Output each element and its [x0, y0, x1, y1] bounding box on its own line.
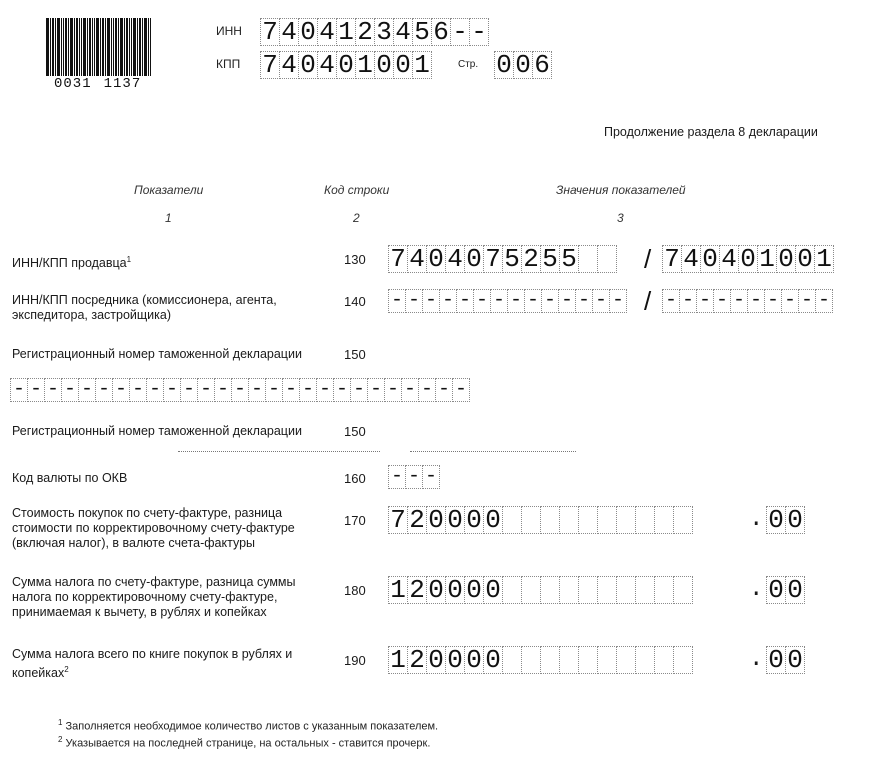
decimal-point: .: [749, 576, 764, 603]
footnote-2-num: 2: [58, 735, 63, 744]
int-cell: [502, 646, 522, 674]
currency-cell: -: [422, 465, 440, 489]
slash-separator: /: [644, 244, 652, 274]
customs-cell: -: [401, 378, 419, 402]
col-num-2: 2: [353, 211, 360, 225]
agent-kpp-field[interactable]: [662, 289, 832, 313]
dotted-line: [410, 451, 576, 452]
barcode-number-part: 0031: [54, 76, 92, 92]
customs-cell: -: [248, 378, 266, 402]
customs-cell: -: [231, 378, 249, 402]
total-tax-dec-field[interactable]: [766, 646, 804, 674]
int-cell: [578, 506, 598, 534]
kpp-cell: 4: [279, 51, 299, 79]
barcode: [46, 18, 162, 76]
int-cell: 0: [445, 646, 465, 674]
row-140-code: 140: [344, 294, 366, 309]
row-190-code: 190: [344, 653, 366, 668]
int-cell: [597, 646, 617, 674]
inn-label: ИНН: [216, 24, 242, 38]
customs-cell: -: [61, 378, 79, 402]
seller-inn-cell: 7: [483, 245, 503, 273]
kpp-field[interactable]: [260, 51, 431, 79]
customs-cell: -: [95, 378, 113, 402]
int-cell: 0: [426, 506, 446, 534]
agent-inn-cell: -: [405, 289, 423, 313]
seller-inn-cell: 4: [407, 245, 427, 273]
barcode-number: [54, 76, 153, 92]
row-180-label: [12, 575, 296, 620]
currency-cell: -: [388, 465, 406, 489]
col-head-values: Значения показателей: [556, 183, 686, 197]
agent-kpp-cell: -: [764, 289, 782, 313]
dec-cell: 0: [785, 506, 805, 534]
int-cell: [673, 506, 693, 534]
row-180-label-line: принимаемая к вычету, в рублях и копейках: [12, 605, 267, 619]
row-150-label: Регистрационный номер таможенной декларации: [12, 347, 302, 361]
row-170-label-line: Стоимость покупок по счету-фактуре, разница: [12, 506, 283, 520]
customs-cell: -: [197, 378, 215, 402]
agent-inn-cell: -: [524, 289, 542, 313]
int-cell: [673, 646, 693, 674]
int-cell: [559, 576, 579, 604]
row-190-label-line: Сумма налога всего по книге покупок в рублях и: [12, 647, 293, 661]
int-cell: [635, 646, 655, 674]
kpp-cell: 7: [260, 51, 280, 79]
inn-cell: 0: [298, 18, 318, 46]
int-cell: 1: [388, 646, 408, 674]
currency-code-field[interactable]: [388, 465, 439, 489]
page-cell: 0: [513, 51, 533, 79]
dotted-line: [178, 451, 380, 452]
agent-inn-cell: -: [541, 289, 559, 313]
decimal-point: .: [749, 506, 764, 533]
col-head-line-code: Код строки: [324, 183, 390, 197]
agent-inn-cell: -: [592, 289, 610, 313]
int-cell: [635, 576, 655, 604]
footnote-2-text: Указывается на последней странице, на остальных - ставится прочерк.: [65, 737, 431, 750]
agent-inn-cell: -: [490, 289, 508, 313]
customs-cell: -: [418, 378, 436, 402]
int-cell: [654, 646, 674, 674]
agent-inn-cell: -: [558, 289, 576, 313]
row-150-code-2: 150: [344, 424, 366, 439]
dec-cell: 0: [785, 576, 805, 604]
customs-cell: -: [44, 378, 62, 402]
col-num-1: 1: [165, 211, 172, 225]
int-cell: [502, 576, 522, 604]
agent-kpp-cell: -: [713, 289, 731, 313]
inn-cell: -: [469, 18, 489, 46]
kpp-cell: 1: [412, 51, 432, 79]
kpp-cell: 0: [336, 51, 356, 79]
customs-cell: -: [299, 378, 317, 402]
customs-cell: -: [367, 378, 385, 402]
tax-deduction-dec-field[interactable]: [766, 576, 804, 604]
inn-cell: 5: [412, 18, 432, 46]
row-140-label: [12, 293, 277, 323]
int-cell: [502, 506, 522, 534]
row-190-label: [12, 647, 292, 681]
page-label: Стр.: [458, 59, 479, 70]
int-cell: [540, 646, 560, 674]
seller-kpp-cell: 1: [757, 245, 777, 273]
int-cell: [521, 646, 541, 674]
int-cell: 0: [426, 576, 446, 604]
seller-kpp-cell: 0: [795, 245, 815, 273]
seller-inn-cell: 5: [540, 245, 560, 273]
int-cell: [616, 646, 636, 674]
seller-inn-cell: 4: [445, 245, 465, 273]
seller-inn-cell: 0: [464, 245, 484, 273]
dec-cell: 0: [766, 576, 786, 604]
row-130-label-text: ИНН/КПП продавца: [12, 256, 127, 271]
footnote-1-text: Заполняется необходимое количество листов с указанным показателем.: [65, 720, 439, 733]
footnote-ref: 2: [64, 665, 69, 674]
int-cell: 7: [388, 506, 408, 534]
row-130-label: [12, 252, 131, 271]
customs-cell: -: [350, 378, 368, 402]
kpp-cell: 0: [374, 51, 394, 79]
seller-kpp-cell: 0: [738, 245, 758, 273]
dec-cell: 0: [766, 506, 786, 534]
customs-cell: -: [452, 378, 470, 402]
int-cell: 0: [483, 646, 503, 674]
row-180-code: 180: [344, 583, 366, 598]
row-140-label-line: экспедитора, застройщика): [12, 308, 172, 322]
customs-cell: -: [180, 378, 198, 402]
col-num-3: 3: [617, 211, 624, 225]
seller-inn-field[interactable]: [388, 245, 616, 273]
int-cell: [597, 506, 617, 534]
col-head-indicators: Показатели: [134, 183, 204, 197]
agent-inn-cell: -: [439, 289, 457, 313]
slash-separator: /: [644, 286, 652, 316]
total-tax-int-field[interactable]: [388, 646, 692, 674]
kpp-cell: 0: [393, 51, 413, 79]
inn-cell: 6: [431, 18, 451, 46]
inn-cell: -: [450, 18, 470, 46]
int-cell: 0: [445, 576, 465, 604]
customs-cell: -: [27, 378, 45, 402]
int-cell: [540, 506, 560, 534]
int-cell: [559, 646, 579, 674]
row-130-code: 130: [344, 252, 366, 267]
int-cell: [597, 576, 617, 604]
agent-kpp-cell: -: [696, 289, 714, 313]
int-cell: 0: [464, 506, 484, 534]
agent-inn-cell: -: [422, 289, 440, 313]
barcode-number-part: 1137: [103, 76, 142, 92]
int-cell: [654, 576, 674, 604]
row-170-code: 170: [344, 513, 366, 528]
customs-cell: -: [78, 378, 96, 402]
purchase-cost-int-field[interactable]: [388, 506, 692, 534]
seller-inn-cell: [597, 245, 617, 273]
int-cell: 0: [483, 506, 503, 534]
int-cell: [635, 506, 655, 534]
seller-inn-cell: 5: [559, 245, 579, 273]
inn-cell: 3: [374, 18, 394, 46]
row-180-label-line: Сумма налога по счету-фактуре, разница суммы: [12, 575, 296, 589]
purchase-cost-dec-field[interactable]: [766, 506, 804, 534]
int-cell: [521, 506, 541, 534]
int-cell: [540, 576, 560, 604]
footnote-2: [58, 735, 430, 750]
agent-inn-cell: -: [575, 289, 593, 313]
seller-inn-cell: 2: [521, 245, 541, 273]
kpp-cell: 4: [317, 51, 337, 79]
dec-cell: 0: [785, 646, 805, 674]
customs-cell: -: [265, 378, 283, 402]
page-field[interactable]: [494, 51, 551, 79]
int-cell: [616, 576, 636, 604]
agent-inn-cell: -: [473, 289, 491, 313]
seller-inn-cell: 5: [502, 245, 522, 273]
agent-kpp-cell: -: [815, 289, 833, 313]
tax-deduction-int-field[interactable]: [388, 576, 692, 604]
seller-inn-cell: 0: [426, 245, 446, 273]
decimal-point: .: [749, 646, 764, 673]
footnote-1-num: 1: [58, 718, 63, 727]
customs-cell: -: [435, 378, 453, 402]
customs-cell: -: [146, 378, 164, 402]
int-cell: [559, 506, 579, 534]
customs-cell: -: [384, 378, 402, 402]
customs-cell: -: [112, 378, 130, 402]
agent-kpp-cell: -: [730, 289, 748, 313]
int-cell: 2: [407, 646, 427, 674]
barcode-bars: [46, 18, 162, 76]
int-cell: 0: [445, 506, 465, 534]
seller-kpp-cell: 4: [719, 245, 739, 273]
currency-cell: -: [405, 465, 423, 489]
row-160-code: 160: [344, 471, 366, 486]
kpp-label: КПП: [216, 57, 241, 71]
row-140-label-line: ИНН/КПП посредника (комиссионера, агента,: [12, 293, 277, 307]
row-170-label-line: стоимости по корректировочному счету-фактуре: [12, 521, 295, 535]
int-cell: 0: [483, 576, 503, 604]
inn-cell: 4: [279, 18, 299, 46]
customs-decl-field[interactable]: [10, 378, 469, 402]
inn-cell: 7: [260, 18, 280, 46]
seller-kpp-field[interactable]: [662, 245, 833, 273]
customs-cell: -: [129, 378, 147, 402]
int-cell: 2: [407, 576, 427, 604]
inn-cell: 2: [355, 18, 375, 46]
seller-kpp-cell: 4: [681, 245, 701, 273]
customs-cell: -: [333, 378, 351, 402]
customs-cell: -: [214, 378, 232, 402]
customs-cell: -: [163, 378, 181, 402]
int-cell: [521, 576, 541, 604]
row-170-label: [12, 506, 295, 551]
agent-kpp-cell: -: [747, 289, 765, 313]
row-170-label-line: (включая налог), в валюте счета-фактуры: [12, 536, 256, 550]
inn-cell: 4: [317, 18, 337, 46]
page-cell: 6: [532, 51, 552, 79]
seller-kpp-cell: 7: [662, 245, 682, 273]
row-190-label-line: копейках: [12, 666, 65, 681]
int-cell: 0: [426, 646, 446, 674]
int-cell: 2: [407, 506, 427, 534]
agent-inn-cell: -: [609, 289, 627, 313]
agent-kpp-cell: -: [662, 289, 680, 313]
seller-kpp-cell: 0: [776, 245, 796, 273]
agent-inn-cell: -: [388, 289, 406, 313]
inn-cell: 4: [393, 18, 413, 46]
seller-inn-cell: [578, 245, 598, 273]
row-180-label-line: налога по корректировочному счету-фактуре,: [12, 590, 278, 604]
page-cell: 0: [494, 51, 514, 79]
int-cell: [578, 646, 598, 674]
seller-inn-cell: 7: [388, 245, 408, 273]
inn-field[interactable]: [260, 18, 488, 46]
int-cell: [673, 576, 693, 604]
customs-cell: -: [282, 378, 300, 402]
kpp-cell: 1: [355, 51, 375, 79]
row-160-label: Код валюты по ОКВ: [12, 471, 128, 485]
row-150-label-2: Регистрационный номер таможенной декларации: [12, 424, 302, 438]
footnote-1: [58, 718, 438, 733]
seller-kpp-cell: 1: [814, 245, 834, 273]
footnote-ref: 1: [126, 255, 132, 264]
agent-inn-field[interactable]: [388, 289, 626, 313]
agent-kpp-cell: -: [781, 289, 799, 313]
row-150-code: 150: [344, 347, 366, 362]
int-cell: 0: [464, 576, 484, 604]
inn-cell: 1: [336, 18, 356, 46]
seller-kpp-cell: 0: [700, 245, 720, 273]
agent-inn-cell: -: [456, 289, 474, 313]
agent-kpp-cell: -: [679, 289, 697, 313]
continuation-title: Продолжение раздела 8 декларации: [604, 125, 818, 139]
int-cell: 0: [464, 646, 484, 674]
kpp-cell: 0: [298, 51, 318, 79]
int-cell: 1: [388, 576, 408, 604]
agent-inn-cell: -: [507, 289, 525, 313]
dec-cell: 0: [766, 646, 786, 674]
agent-kpp-cell: -: [798, 289, 816, 313]
int-cell: [654, 506, 674, 534]
customs-cell: -: [316, 378, 334, 402]
customs-cell: -: [10, 378, 28, 402]
int-cell: [578, 576, 598, 604]
int-cell: [616, 506, 636, 534]
